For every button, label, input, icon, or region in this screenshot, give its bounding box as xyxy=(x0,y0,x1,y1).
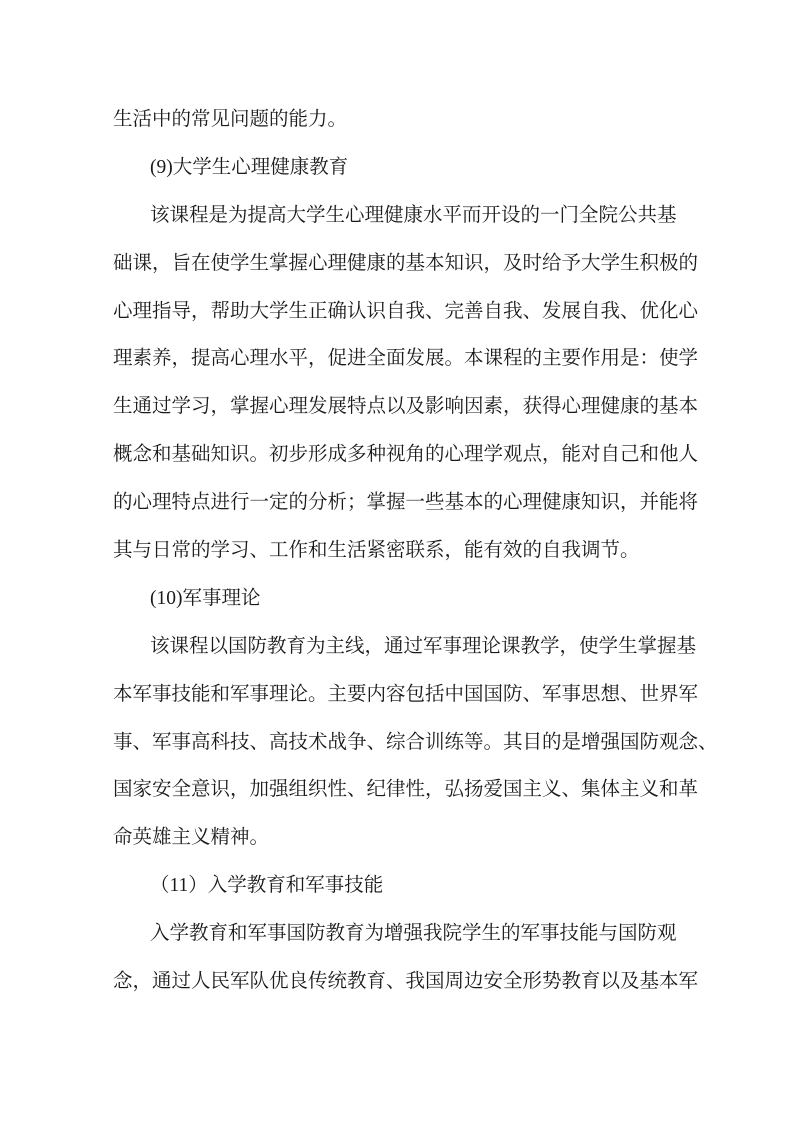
text-line: 的心理特点进行一定的分析；掌握一些基本的心理健康知识，并能将 xyxy=(113,492,699,514)
text-line: 本军事技能和军事理论。主要内容包括中国国防、军事思想、世界军 xyxy=(113,683,699,705)
text-line: 命英雄主义精神。 xyxy=(113,827,270,849)
text-line: 础课，旨在使学生掌握心理健康的基本知识，及时给予大学生积极的 xyxy=(113,252,699,274)
text-line: 其与日常的学习、工作和生活紧密联系，能有效的自我调节。 xyxy=(113,540,640,562)
text-line: (10)军事理论 xyxy=(150,587,261,609)
text-line: (9)大学生心理健康教育 xyxy=(150,156,349,178)
document-content xyxy=(113,96,718,1006)
text-line: 心理指导，帮助大学生正确认识自我、完善自我、发展自我、优化心 xyxy=(113,300,699,322)
text-line: 事、军事高科技、高技术战争、综合训练等。其目的是增强国防观念、 xyxy=(113,731,718,753)
text-line: 该课程是为提高大学生心理健康水平而开设的一门全院公共基 xyxy=(150,204,677,226)
text-line: 念，通过人民军队优良传统教育、我国周边安全形势教育以及基本军 xyxy=(113,971,699,993)
text-line: 生通过学习，掌握心理发展特点以及影响因素，获得心理健康的基本 xyxy=(113,396,699,418)
text-line: 生活中的常见问题的能力。 xyxy=(113,109,348,130)
text-line: 国家安全意识，加强组织性、纪律性，弘扬爱国主义、集体主义和革 xyxy=(113,779,699,801)
text-line: （11）入学教育和军事技能 xyxy=(150,875,384,897)
text-line: 概念和基础知识。初步形成多种视角的心理学观点，能对自己和他人 xyxy=(113,444,699,466)
text-line: 该课程以国防教育为主线，通过军事理论课教学，使学生掌握基 xyxy=(150,635,697,657)
text-line: 理素养，提高心理水平，促进全面发展。本课程的主要作用是：使学 xyxy=(113,348,699,370)
text-line: 入学教育和军事国防教育为增强我院学生的军事技能与国防观 xyxy=(150,923,677,945)
